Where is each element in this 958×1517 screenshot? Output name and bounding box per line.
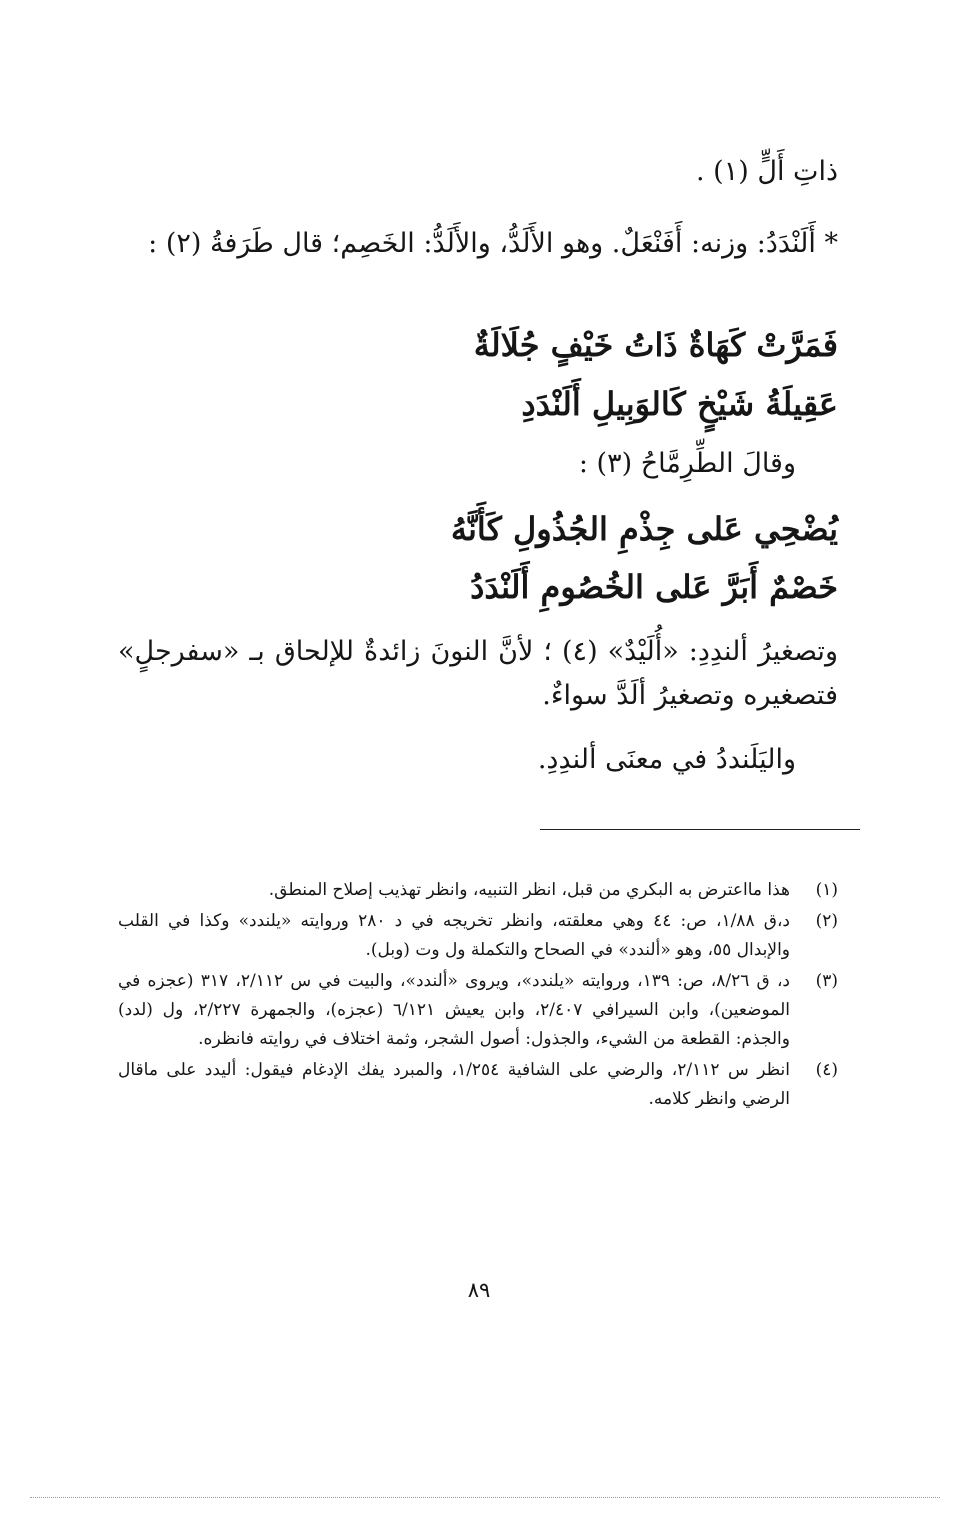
footnote-3 — [118, 967, 838, 1054]
footnote-text: انظر س ٢/١١٢، والرضي على الشافية ١/٢٥٤، والمبرد يفك الإدغام فيقول: أليدد على ماقال الرضي وانظر كلامه. — [118, 1060, 791, 1109]
footnote-1 — [118, 876, 838, 905]
page-number: ٨٩ — [467, 1278, 491, 1302]
footnote-text: د، ق ٨/٢٦، ص: ١٣٩، وروايته «يلندد»، ويروى «ألندد»، والبيت في س ٢/١١٢، ٣١٧ (عجزه في الموضعين)، وابن السيرافي ٢/٤٠٧، وابن يعيش ٦/١٢١ (عجزه)، والجمهرة ٢/٢٢٧، ول (لدد) والجذم: القطعة من الشيء، والجذول: أصول الشجر، وثمة اختلاف في روايته فانظره. — [118, 971, 791, 1049]
entry-alandad-paragraph: * أَلَنْدَدُ: وزنه: أَفَنْعَلٌ. وهو الأَلَدُّ، والأَلَدُّ: الخَصِم؛ قال طَرَفةُ (٢) : — [148, 228, 838, 259]
footnote-4 — [118, 1056, 838, 1114]
tirimmah-intro: وقالَ الطِّرِمَّاحُ (٣) : — [578, 448, 796, 479]
tirimmah-verse-second-hemistich: خَصْمٌ أَبَرَّ عَلى الخُصُومِ أَلَنْدَدُ — [470, 568, 838, 606]
footnote-number: (١) — [815, 880, 838, 900]
tarafa-verse-first-hemistich: فَمَرَّتْ كَهَاةٌ ذَاتُ خَيْفٍ جُلَالَةٌ — [473, 326, 838, 364]
yalandad-paragraph: واليَلَنددُ في معنَى ألندِدِ. — [537, 744, 796, 775]
footnote-number: (٣) — [815, 971, 838, 991]
footnote-text: هذا مااعترض به البكري من قبل، انظر التنبيه، وانظر تهذيب إصلاح المنطق. — [268, 880, 790, 900]
footnote-number: (٢) — [815, 911, 838, 931]
footnote-separator — [540, 829, 860, 830]
tirimmah-verse-first-hemistich: يُضْحِي عَلى جِذْمِ الجُذُولِ كَأَنَّهُ — [450, 510, 838, 548]
footnote-2 — [118, 907, 838, 965]
diminutive-paragraph: وتصغيرُ ألندِدِ: «أُلَيْدٌ» (٤) ؛ لأنَّ النونَ زائدةٌ للإلحاق بـ «سفرجلٍ» فتصغيره وتصغيرُ ألَدَّ سواءٌ. — [118, 636, 838, 711]
footnote-number: (٤) — [815, 1060, 838, 1080]
footnote-text: د،ق ١/٨٨، ص: ٤٤ وهي معلقته، وانظر تخريجه في د ٢٨٠ وروايته «يلندد» وكذا في القلب والإبدال ٥٥، وهو «ألندد» في الصحاح والتكملة ول وت (وبل). — [118, 911, 790, 960]
footnotes — [118, 876, 838, 1116]
scan-edge-artifact — [30, 1497, 940, 1498]
continuation-line: ذاتِ أَلٍّ (١) . — [696, 156, 838, 187]
tarafa-verse-second-hemistich: عَقِيلَةُ شَيْخٍ كَالوَبِيلِ أَلَنْدَدِ — [521, 385, 838, 423]
